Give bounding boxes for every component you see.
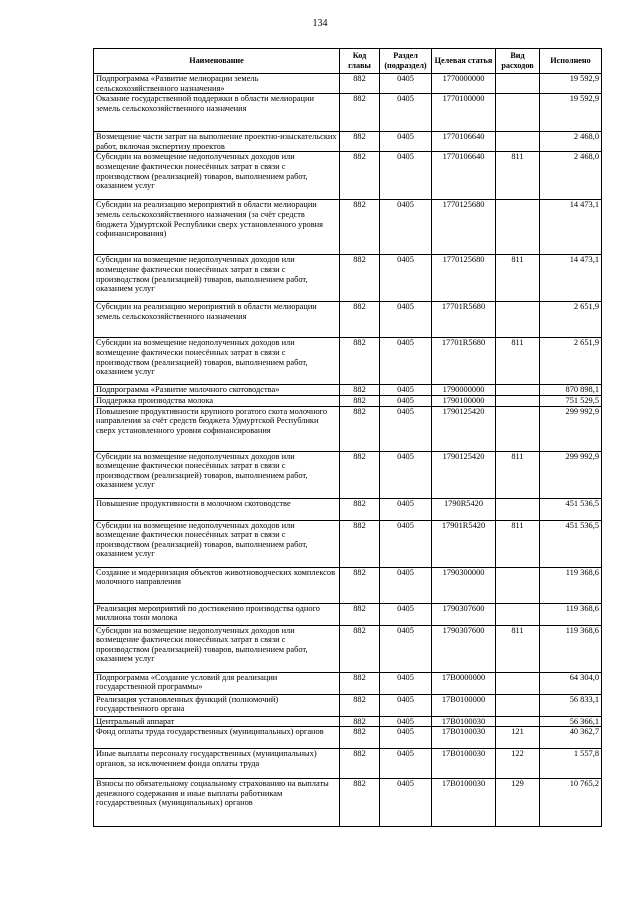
table-row (94, 385, 602, 396)
table-row (94, 132, 602, 152)
cell-code: 882 (340, 302, 380, 338)
cell-amount: 2 468,0 (540, 132, 602, 152)
cell-target: 1790300000 (432, 567, 496, 603)
cell-kind (496, 694, 540, 716)
header-code: Код главы (340, 49, 380, 74)
cell-kind (496, 94, 540, 132)
cell-target: 17В0100030 (432, 779, 496, 827)
cell-target: 1770000000 (432, 74, 496, 94)
cell-code: 882 (340, 498, 380, 520)
cell-code: 882 (340, 132, 380, 152)
cell-target: 1790000000 (432, 385, 496, 396)
table-row (94, 727, 602, 749)
table-row (94, 200, 602, 255)
table-header-row (94, 49, 602, 74)
cell-kind (496, 603, 540, 625)
cell-amount: 2 468,0 (540, 152, 602, 200)
cell-section: 0405 (380, 520, 432, 567)
cell-target: 17901R5420 (432, 520, 496, 567)
table-row (94, 672, 602, 694)
cell-amount: 19 592,9 (540, 74, 602, 94)
cell-section: 0405 (380, 255, 432, 302)
cell-amount: 299 992,9 (540, 406, 602, 451)
cell-code: 882 (340, 338, 380, 385)
table-row (94, 603, 602, 625)
cell-name: Подпрограмма «Развитие мелиорации земель сельскохозяйственного назначения» (94, 74, 340, 94)
cell-kind (496, 385, 540, 396)
cell-section: 0405 (380, 567, 432, 603)
cell-name: Поддержка производства молока (94, 395, 340, 406)
cell-target: 1790307600 (432, 603, 496, 625)
cell-target: 17В0100030 (432, 716, 496, 727)
cell-kind: 811 (496, 338, 540, 385)
header-name: Наименование (94, 49, 340, 74)
cell-kind (496, 395, 540, 406)
cell-amount: 751 529,5 (540, 395, 602, 406)
cell-name: Повышение продуктивности в молочном скотоводстве (94, 498, 340, 520)
table-row (94, 716, 602, 727)
cell-code: 882 (340, 395, 380, 406)
cell-name: Оказание государственной поддержки в области мелиорации земель сельскохозяйственного назначения (94, 94, 340, 132)
cell-code: 882 (340, 749, 380, 779)
cell-code: 882 (340, 567, 380, 603)
table-row (94, 338, 602, 385)
table-row (94, 74, 602, 94)
cell-kind: 811 (496, 451, 540, 498)
cell-section: 0405 (380, 385, 432, 396)
cell-kind: 811 (496, 520, 540, 567)
cell-kind: 811 (496, 625, 540, 672)
cell-section: 0405 (380, 152, 432, 200)
cell-section: 0405 (380, 672, 432, 694)
cell-amount: 299 992,9 (540, 451, 602, 498)
cell-name: Субсидии на реализацию мероприятий в области мелиорации земель сельскохозяйственного назначения (94, 302, 340, 338)
cell-target: 17В0100030 (432, 749, 496, 779)
cell-amount: 119 368,6 (540, 625, 602, 672)
cell-amount: 870 898,1 (540, 385, 602, 396)
cell-section: 0405 (380, 451, 432, 498)
cell-amount: 1 557,8 (540, 749, 602, 779)
cell-target: 17701R5680 (432, 338, 496, 385)
cell-kind: 811 (496, 255, 540, 302)
cell-target: 1790125420 (432, 406, 496, 451)
cell-amount: 119 368,6 (540, 603, 602, 625)
cell-amount: 56 833,1 (540, 694, 602, 716)
cell-kind: 121 (496, 727, 540, 749)
cell-amount: 64 304,0 (540, 672, 602, 694)
cell-name: Субсидии на возмещение недополученных доходов или возмещение фактически понесённых затрат в связи с производством (реализацией) товаров, выполнением работ, оказанием услуг (94, 451, 340, 498)
table-row (94, 94, 602, 132)
cell-kind (496, 74, 540, 94)
cell-code: 882 (340, 716, 380, 727)
header-target: Целевая статья (432, 49, 496, 74)
cell-amount: 2 651,9 (540, 302, 602, 338)
table-row (94, 520, 602, 567)
cell-kind: 129 (496, 779, 540, 827)
cell-target: 1770125680 (432, 255, 496, 302)
cell-section: 0405 (380, 406, 432, 451)
cell-code: 882 (340, 200, 380, 255)
cell-name: Субсидии на возмещение недополученных доходов или возмещение фактически понесённых затрат в связи с производством (реализацией) товаров, выполнением работ, оказанием услуг (94, 520, 340, 567)
cell-target: 17В0000000 (432, 672, 496, 694)
table-row (94, 625, 602, 672)
cell-target: 17В0100000 (432, 694, 496, 716)
cell-name: Субсидии на реализацию мероприятий в области мелиорации земель сельскохозяйственного назначения (за счёт средств бюджета Удмуртской Республики сверх установленного уровня софинансирования) (94, 200, 340, 255)
table-row (94, 498, 602, 520)
cell-section: 0405 (380, 338, 432, 385)
cell-section: 0405 (380, 200, 432, 255)
header-kind: Вид расходов (496, 49, 540, 74)
cell-name: Повышение продуктивности крупного рогатого скота молочного направления за счёт средств бюджета Удмуртской Республики сверх установленного уровня софинансирования (94, 406, 340, 451)
cell-target: 1770106640 (432, 132, 496, 152)
table-row (94, 779, 602, 827)
cell-name: Субсидии на возмещение недополученных доходов или возмещение фактически понесённых затрат в связи с производством (реализацией) товаров, выполнением работ, оказанием услуг (94, 255, 340, 302)
cell-name: Иные выплаты персоналу государственных (муниципальных) органов, за исключением фонда оплаты труда (94, 749, 340, 779)
cell-name: Субсидии на возмещение недополученных доходов или возмещение фактически понесённых затрат в связи с производством (реализацией) товаров, выполнением работ, оказанием услуг (94, 152, 340, 200)
cell-amount: 56 366,1 (540, 716, 602, 727)
cell-kind: 811 (496, 152, 540, 200)
budget-table (93, 48, 602, 827)
table-row (94, 694, 602, 716)
cell-code: 882 (340, 152, 380, 200)
cell-code: 882 (340, 74, 380, 94)
cell-name: Подпрограмма «Развитие молочного скотоводства» (94, 385, 340, 396)
cell-code: 882 (340, 385, 380, 396)
header-amount: Исполнено (540, 49, 602, 74)
cell-kind (496, 567, 540, 603)
cell-code: 882 (340, 603, 380, 625)
cell-name: Возмещение части затрат на выполнение проектно-изыскательских работ, включая экспертизу проектов (94, 132, 340, 152)
cell-section: 0405 (380, 498, 432, 520)
cell-section: 0405 (380, 395, 432, 406)
cell-code: 882 (340, 694, 380, 716)
cell-section: 0405 (380, 716, 432, 727)
cell-code: 882 (340, 672, 380, 694)
cell-amount: 14 473,1 (540, 200, 602, 255)
table-row (94, 255, 602, 302)
cell-amount: 14 473,1 (540, 255, 602, 302)
cell-amount: 40 362,7 (540, 727, 602, 749)
cell-amount: 2 651,9 (540, 338, 602, 385)
cell-section: 0405 (380, 727, 432, 749)
cell-kind (496, 672, 540, 694)
cell-amount: 119 368,6 (540, 567, 602, 603)
cell-section: 0405 (380, 749, 432, 779)
cell-target: 1790307600 (432, 625, 496, 672)
cell-kind (496, 406, 540, 451)
cell-section: 0405 (380, 625, 432, 672)
cell-amount: 451 536,5 (540, 498, 602, 520)
cell-amount: 10 765,2 (540, 779, 602, 827)
cell-code: 882 (340, 625, 380, 672)
header-section: Раздел (подраздел) (380, 49, 432, 74)
cell-section: 0405 (380, 603, 432, 625)
cell-target: 1770106640 (432, 152, 496, 200)
cell-name: Подпрограмма «Создание условий для реализации государственной программы» (94, 672, 340, 694)
table-row (94, 395, 602, 406)
table-row (94, 302, 602, 338)
cell-amount: 19 592,9 (540, 94, 602, 132)
cell-name: Создание и модернизация объектов животноводческих комплексов молочного направления (94, 567, 340, 603)
cell-target: 1790100000 (432, 395, 496, 406)
cell-target: 17В0100030 (432, 727, 496, 749)
cell-target: 1770100000 (432, 94, 496, 132)
table-row (94, 406, 602, 451)
cell-target: 1790R5420 (432, 498, 496, 520)
cell-code: 882 (340, 520, 380, 567)
cell-kind (496, 200, 540, 255)
cell-code: 882 (340, 779, 380, 827)
cell-code: 882 (340, 94, 380, 132)
cell-code: 882 (340, 727, 380, 749)
cell-kind (496, 498, 540, 520)
cell-name: Реализация мероприятий по достижению производства одного миллиона тонн молока (94, 603, 340, 625)
cell-section: 0405 (380, 94, 432, 132)
cell-name: Фонд оплаты труда государственных (муниципальных) органов (94, 727, 340, 749)
cell-section: 0405 (380, 132, 432, 152)
cell-section: 0405 (380, 302, 432, 338)
cell-code: 882 (340, 451, 380, 498)
table-row (94, 749, 602, 779)
cell-code: 882 (340, 255, 380, 302)
cell-code: 882 (340, 406, 380, 451)
cell-section: 0405 (380, 779, 432, 827)
cell-target: 1770125680 (432, 200, 496, 255)
cell-target: 1790125420 (432, 451, 496, 498)
cell-name: Взносы по обязательному социальному страхованию на выплаты денежного содержания и иные выплаты работникам государственных (муниципальных) органов (94, 779, 340, 827)
cell-kind (496, 302, 540, 338)
cell-section: 0405 (380, 74, 432, 94)
cell-name: Реализация установленных функций (полномочий) государственного органа (94, 694, 340, 716)
cell-name: Центральный аппарат (94, 716, 340, 727)
cell-kind (496, 132, 540, 152)
cell-name: Субсидии на возмещение недополученных доходов или возмещение фактически понесённых затрат в связи с производством (реализацией) товаров, выполнением работ, оказанием услуг (94, 338, 340, 385)
cell-section: 0405 (380, 694, 432, 716)
table-row (94, 567, 602, 603)
table-row (94, 451, 602, 498)
cell-kind: 122 (496, 749, 540, 779)
cell-name: Субсидии на возмещение недополученных доходов или возмещение фактически понесённых затрат в связи с производством (реализацией) товаров, выполнением работ, оказанием услуг (94, 625, 340, 672)
cell-amount: 451 536,5 (540, 520, 602, 567)
page-number: 134 (312, 18, 328, 29)
cell-kind (496, 716, 540, 727)
table-row (94, 152, 602, 200)
cell-target: 17701R5680 (432, 302, 496, 338)
